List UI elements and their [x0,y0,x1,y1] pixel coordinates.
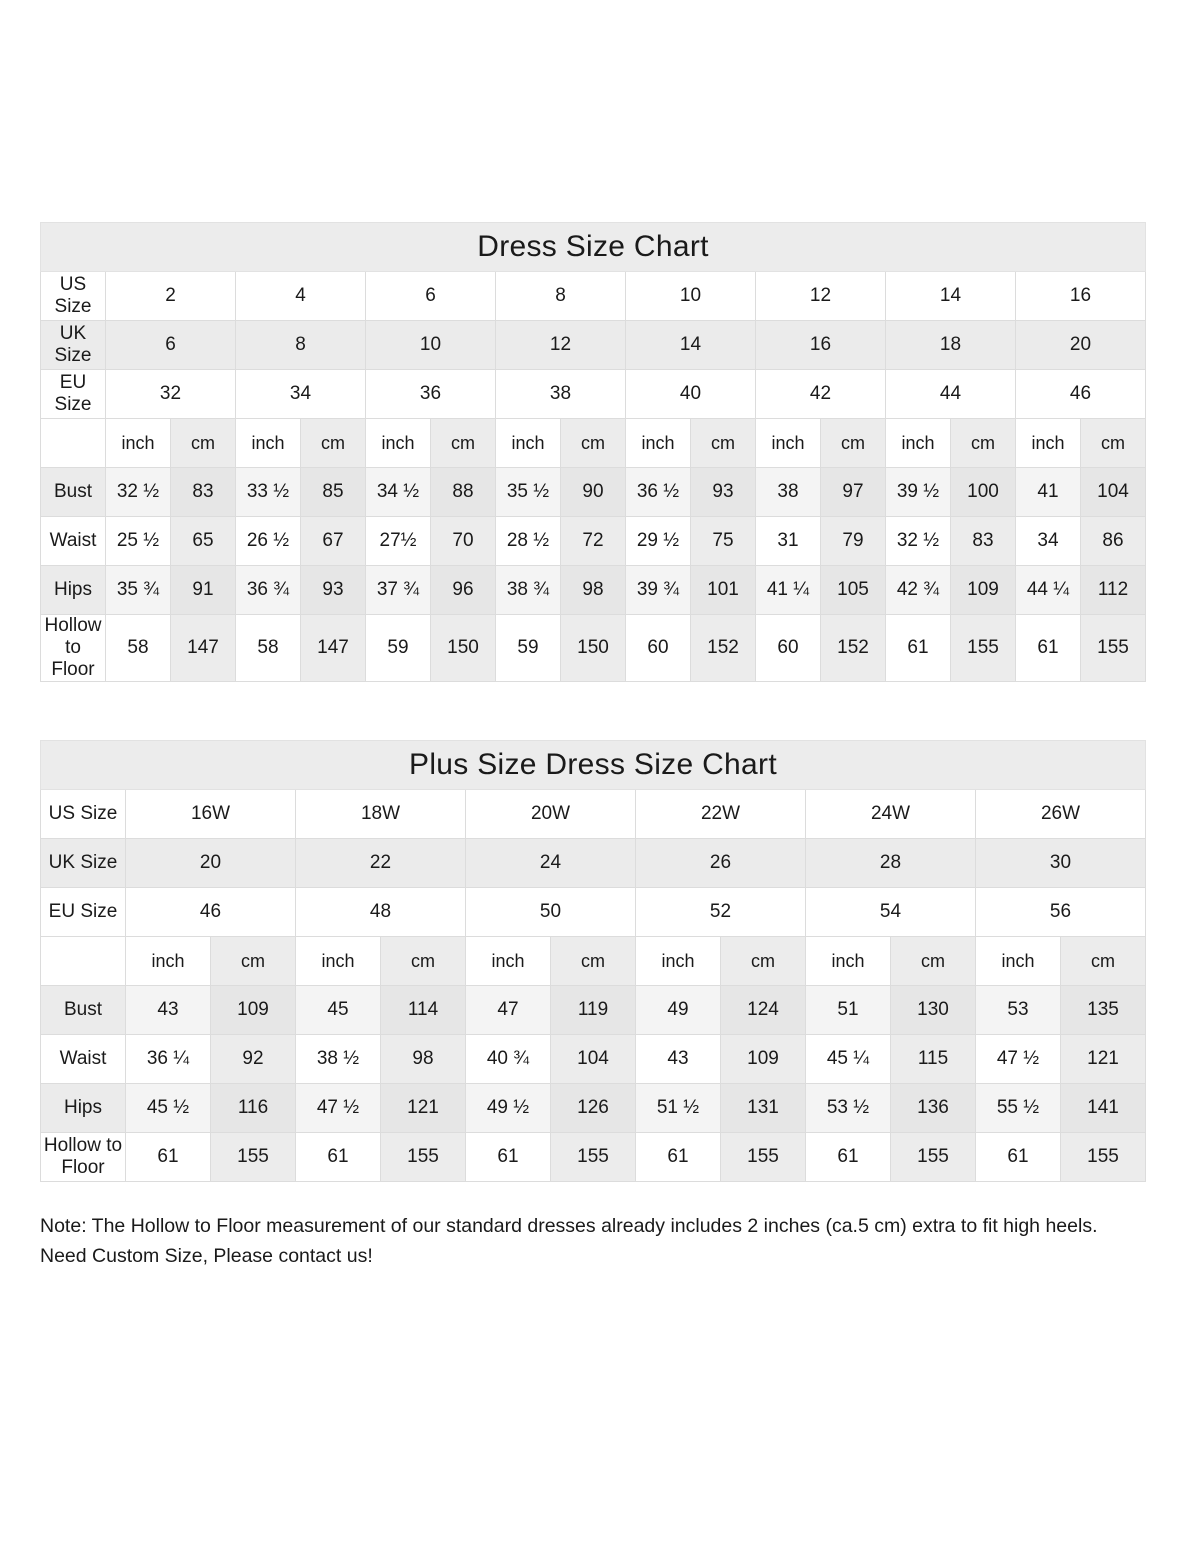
cell-hips-inch-4: 53 ½ [806,1084,891,1133]
cell-us-0: 2 [106,272,236,321]
cell-waist-inch-2: 27½ [366,517,431,566]
cell-hips-inch-2: 37 ¾ [366,566,431,615]
cell-bust-inch-5: 38 [756,468,821,517]
cell-hips-cm-3: 131 [721,1084,806,1133]
cell-hips-cm-6: 109 [951,566,1016,615]
row-label-unit [41,937,126,986]
cell-waist-cm-1: 67 [301,517,366,566]
cell-us-0: 16W [126,790,296,839]
cell-hollow-inch-2: 59 [366,615,431,682]
unit-header-cm-5: cm [1061,937,1146,986]
cell-hips-cm-0: 116 [211,1084,296,1133]
cell-hips-inch-5: 55 ½ [976,1084,1061,1133]
cell-bust-inch-1: 45 [296,986,381,1035]
unit-header-inch-0: inch [126,937,211,986]
measurement-row-bust [41,986,1146,1035]
row-label-hollow: Hollow to Floor [41,1133,126,1182]
cell-uk-2: 24 [466,839,636,888]
cell-eu-7: 46 [1016,370,1146,419]
cell-bust-inch-1: 33 ½ [236,468,301,517]
cell-hollow-inch-1: 61 [296,1133,381,1182]
unit-header-cm-2: cm [431,419,496,468]
note-line-1: Note: The Hollow to Floor measurement of our standard dresses already includes 2 inches (ca.5 cm) extra to fit high heels. [40,1215,1098,1237]
cell-waist-cm-0: 92 [211,1035,296,1084]
chart-title-row [41,223,1146,272]
cell-hips-inch-0: 45 ½ [126,1084,211,1133]
cell-bust-cm-2: 119 [551,986,636,1035]
cell-eu-6: 44 [886,370,1016,419]
cell-bust-cm-2: 88 [431,468,496,517]
cell-uk-6: 18 [886,321,1016,370]
cell-waist-inch-4: 45 ¼ [806,1035,891,1084]
unit-header-inch-4: inch [806,937,891,986]
chart-title: Plus Size Dress Size Chart [41,741,1146,790]
cell-eu-1: 48 [296,888,466,937]
cell-waist-cm-0: 65 [171,517,236,566]
unit-header-cm-0: cm [211,937,296,986]
cell-hips-inch-7: 44 ¼ [1016,566,1081,615]
cell-hips-cm-0: 91 [171,566,236,615]
cell-eu-1: 34 [236,370,366,419]
cell-waist-cm-5: 121 [1061,1035,1146,1084]
cell-bust-cm-7: 104 [1081,468,1146,517]
dress-size-chart-table [40,222,1146,682]
row-label-us: US Size [41,272,106,321]
cell-bust-inch-4: 51 [806,986,891,1035]
cell-hollow-cm-3: 155 [721,1133,806,1182]
unit-header-cm-7: cm [1081,419,1146,468]
cell-uk-3: 12 [496,321,626,370]
unit-header-cm-3: cm [561,419,626,468]
cell-waist-cm-2: 104 [551,1035,636,1084]
unit-header-inch-5: inch [976,937,1061,986]
row-label-unit [41,419,106,468]
unit-header-inch-1: inch [236,419,301,468]
unit-header-inch-6: inch [886,419,951,468]
unit-header-row [41,419,1146,468]
cell-hips-inch-3: 51 ½ [636,1084,721,1133]
cell-hollow-inch-1: 58 [236,615,301,682]
cell-uk-1: 22 [296,839,466,888]
row-label-hips: Hips [41,566,106,615]
cell-bust-inch-2: 47 [466,986,551,1035]
cell-hollow-inch-5: 61 [976,1133,1061,1182]
size-row-eu [41,370,1146,419]
cell-uk-5: 30 [976,839,1146,888]
cell-uk-7: 20 [1016,321,1146,370]
cell-hips-cm-4: 136 [891,1084,976,1133]
cell-waist-cm-1: 98 [381,1035,466,1084]
cell-bust-inch-5: 53 [976,986,1061,1035]
plus-size-dress-size-chart-body [41,741,1146,1182]
cell-hollow-cm-4: 155 [891,1133,976,1182]
cell-uk-5: 16 [756,321,886,370]
unit-header-inch-2: inch [366,419,431,468]
cell-waist-inch-6: 32 ½ [886,517,951,566]
cell-us-1: 18W [296,790,466,839]
unit-header-cm-1: cm [381,937,466,986]
cell-uk-0: 20 [126,839,296,888]
cell-bust-inch-2: 34 ½ [366,468,431,517]
cell-bust-inch-0: 32 ½ [106,468,171,517]
cell-bust-inch-3: 35 ½ [496,468,561,517]
cell-eu-4: 40 [626,370,756,419]
size-row-us [41,272,1146,321]
cell-waist-cm-4: 115 [891,1035,976,1084]
row-label-uk: UK Size [41,321,106,370]
cell-waist-cm-5: 79 [821,517,886,566]
cell-eu-5: 56 [976,888,1146,937]
cell-us-4: 24W [806,790,976,839]
cell-hollow-inch-3: 59 [496,615,561,682]
cell-waist-inch-2: 40 ¾ [466,1035,551,1084]
size-row-us [41,790,1146,839]
cell-eu-4: 54 [806,888,976,937]
cell-waist-inch-0: 36 ¼ [126,1035,211,1084]
cell-us-5: 12 [756,272,886,321]
unit-header-cm-5: cm [821,419,886,468]
row-label-hips: Hips [41,1084,126,1133]
cell-uk-3: 26 [636,839,806,888]
measurement-row-hollow [41,1133,1146,1182]
cell-waist-inch-7: 34 [1016,517,1081,566]
row-label-waist: Waist [41,1035,126,1084]
cell-bust-cm-1: 85 [301,468,366,517]
cell-bust-cm-1: 114 [381,986,466,1035]
cell-hollow-cm-1: 147 [301,615,366,682]
cell-bust-inch-4: 36 ½ [626,468,691,517]
cell-eu-5: 42 [756,370,886,419]
cell-bust-cm-5: 135 [1061,986,1146,1035]
cell-us-3: 22W [636,790,806,839]
cell-hips-cm-7: 112 [1081,566,1146,615]
unit-header-inch-7: inch [1016,419,1081,468]
cell-bust-cm-5: 97 [821,468,886,517]
cell-hips-cm-5: 141 [1061,1084,1146,1133]
cell-eu-0: 46 [126,888,296,937]
cell-waist-cm-4: 75 [691,517,756,566]
cell-hips-cm-1: 93 [301,566,366,615]
cell-hollow-cm-0: 155 [211,1133,296,1182]
cell-bust-cm-0: 109 [211,986,296,1035]
cell-waist-inch-0: 25 ½ [106,517,171,566]
cell-waist-cm-2: 70 [431,517,496,566]
measurement-row-hips [41,566,1146,615]
cell-waist-inch-1: 38 ½ [296,1035,381,1084]
unit-header-inch-3: inch [496,419,561,468]
cell-eu-0: 32 [106,370,236,419]
cell-us-6: 14 [886,272,1016,321]
row-label-eu: EU Size [41,370,106,419]
size-row-uk [41,839,1146,888]
note-line-2: Need Custom Size, Please contact us! [40,1245,373,1267]
cell-waist-inch-3: 43 [636,1035,721,1084]
cell-hollow-cm-6: 155 [951,615,1016,682]
cell-hips-cm-2: 96 [431,566,496,615]
cell-waist-inch-3: 28 ½ [496,517,561,566]
unit-header-cm-6: cm [951,419,1016,468]
cell-us-2: 20W [466,790,636,839]
cell-bust-cm-0: 83 [171,468,236,517]
cell-hollow-cm-0: 147 [171,615,236,682]
unit-header-inch-4: inch [626,419,691,468]
cell-waist-inch-5: 31 [756,517,821,566]
unit-header-inch-1: inch [296,937,381,986]
plus-size-dress-size-chart-table [40,740,1146,1182]
cell-uk-1: 8 [236,321,366,370]
cell-hips-cm-3: 98 [561,566,626,615]
cell-hips-inch-2: 49 ½ [466,1084,551,1133]
cell-hips-inch-1: 47 ½ [296,1084,381,1133]
row-label-bust: Bust [41,468,106,517]
cell-waist-cm-6: 83 [951,517,1016,566]
cell-bust-cm-3: 90 [561,468,626,517]
cell-uk-4: 28 [806,839,976,888]
cell-waist-cm-3: 72 [561,517,626,566]
measurement-row-hips [41,1084,1146,1133]
chart-title: Dress Size Chart [41,223,1146,272]
cell-hips-inch-6: 42 ¾ [886,566,951,615]
notes-block [40,1211,1145,1271]
unit-header-cm-2: cm [551,937,636,986]
unit-header-cm-3: cm [721,937,806,986]
cell-us-7: 16 [1016,272,1146,321]
size-row-uk [41,321,1146,370]
cell-hollow-cm-5: 152 [821,615,886,682]
cell-waist-cm-7: 86 [1081,517,1146,566]
cell-bust-inch-6: 39 ½ [886,468,951,517]
cell-waist-inch-1: 26 ½ [236,517,301,566]
cell-hollow-cm-3: 150 [561,615,626,682]
cell-hollow-inch-7: 61 [1016,615,1081,682]
cell-eu-3: 38 [496,370,626,419]
row-label-us: US Size [41,790,126,839]
size-row-eu [41,888,1146,937]
cell-hips-cm-4: 101 [691,566,756,615]
cell-eu-2: 50 [466,888,636,937]
cell-hollow-cm-7: 155 [1081,615,1146,682]
cell-us-2: 6 [366,272,496,321]
cell-bust-cm-4: 93 [691,468,756,517]
cell-hips-inch-1: 36 ¾ [236,566,301,615]
cell-waist-inch-4: 29 ½ [626,517,691,566]
cell-hips-inch-5: 41 ¼ [756,566,821,615]
cell-us-5: 26W [976,790,1146,839]
measurement-row-waist [41,517,1146,566]
row-label-hollow: Hollow to Floor [41,615,106,682]
cell-uk-0: 6 [106,321,236,370]
unit-header-inch-3: inch [636,937,721,986]
cell-hollow-inch-2: 61 [466,1133,551,1182]
cell-hollow-inch-4: 61 [806,1133,891,1182]
measurement-row-bust [41,468,1146,517]
unit-header-inch-5: inch [756,419,821,468]
cell-eu-2: 36 [366,370,496,419]
cell-us-1: 4 [236,272,366,321]
cell-hollow-cm-1: 155 [381,1133,466,1182]
cell-eu-3: 52 [636,888,806,937]
unit-header-cm-0: cm [171,419,236,468]
row-label-uk: UK Size [41,839,126,888]
cell-bust-cm-6: 100 [951,468,1016,517]
row-label-bust: Bust [41,986,126,1035]
cell-hollow-inch-5: 60 [756,615,821,682]
cell-uk-4: 14 [626,321,756,370]
cell-us-3: 8 [496,272,626,321]
unit-header-row [41,937,1146,986]
cell-hollow-cm-2: 150 [431,615,496,682]
cell-hips-inch-3: 38 ¾ [496,566,561,615]
cell-waist-cm-3: 109 [721,1035,806,1084]
cell-us-4: 10 [626,272,756,321]
cell-hollow-inch-0: 61 [126,1133,211,1182]
cell-bust-inch-3: 49 [636,986,721,1035]
measurement-row-hollow [41,615,1146,682]
row-label-eu: EU Size [41,888,126,937]
measurement-row-waist [41,1035,1146,1084]
unit-header-inch-2: inch [466,937,551,986]
cell-uk-2: 10 [366,321,496,370]
cell-hips-inch-4: 39 ¾ [626,566,691,615]
cell-hips-cm-2: 126 [551,1084,636,1133]
cell-hips-inch-0: 35 ¾ [106,566,171,615]
cell-hollow-cm-5: 155 [1061,1133,1146,1182]
chart-title-row [41,741,1146,790]
unit-header-cm-1: cm [301,419,366,468]
cell-hips-cm-1: 121 [381,1084,466,1133]
cell-waist-inch-5: 47 ½ [976,1035,1061,1084]
cell-hips-cm-5: 105 [821,566,886,615]
cell-hollow-inch-0: 58 [106,615,171,682]
cell-bust-inch-7: 41 [1016,468,1081,517]
cell-bust-inch-0: 43 [126,986,211,1035]
cell-bust-cm-3: 124 [721,986,806,1035]
unit-header-cm-4: cm [891,937,976,986]
cell-bust-cm-4: 130 [891,986,976,1035]
cell-hollow-cm-2: 155 [551,1133,636,1182]
cell-hollow-inch-4: 60 [626,615,691,682]
cell-hollow-inch-6: 61 [886,615,951,682]
cell-hollow-cm-4: 152 [691,615,756,682]
cell-hollow-inch-3: 61 [636,1133,721,1182]
row-label-waist: Waist [41,517,106,566]
dress-size-chart-body [41,223,1146,682]
unit-header-cm-4: cm [691,419,756,468]
unit-header-inch-0: inch [106,419,171,468]
